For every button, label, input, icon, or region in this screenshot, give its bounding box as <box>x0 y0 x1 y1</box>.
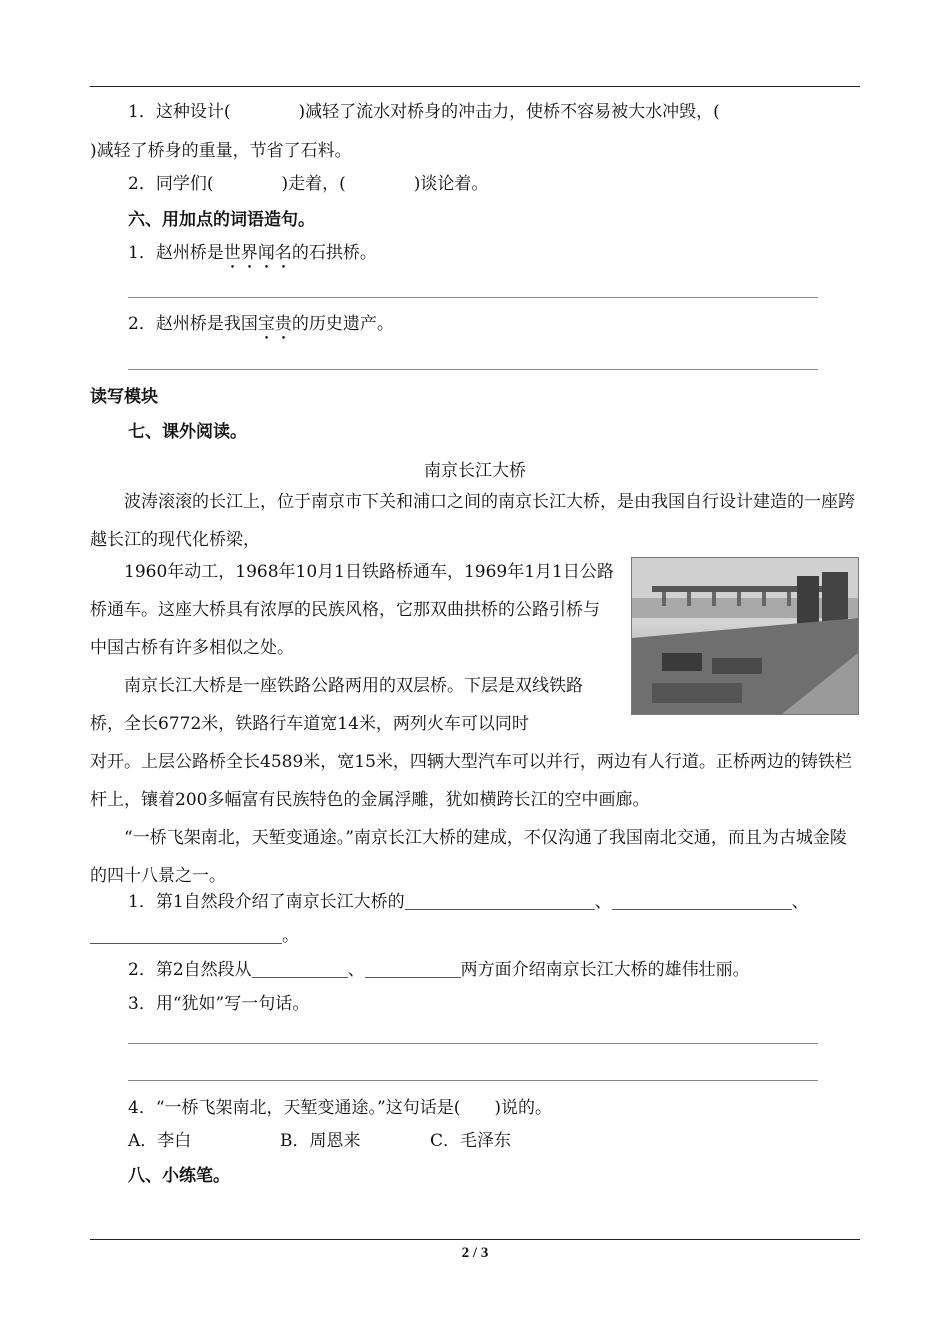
reading-q2-pre: 2．第2自然段从 <box>128 960 252 980</box>
reading-q2 <box>128 958 860 982</box>
reading-q3: 3．用“犹如”写一句话。 <box>128 994 310 1014</box>
sentence2-dotted-word: 宝贵 <box>257 314 292 334</box>
article-paragraph-2: 1960年动工，1968年10月1日铁路桥通车，1969年1月1日公路桥通车。这座大桥具有浓厚的民族风格，它那双曲拱桥的公路引桥与中国古桥有许多相似之处。 <box>90 562 614 658</box>
sentence2-post: 的历史遗产。 <box>291 314 394 334</box>
article-paragraph-4: “一桥飞架南北，天堑变通途。”南京长江大桥的建成，不仅沟通了我国南北交通，而且为古城金陵的四十八景之一。 <box>90 828 847 886</box>
q2-line: 2．同学们( )走着，( )谈论着。 <box>128 174 489 194</box>
reading-q1-blank-2[interactable] <box>612 891 792 910</box>
section7-heading: 七、课外阅读。 <box>128 422 247 442</box>
module-title: 读写模块 <box>90 387 158 407</box>
reading-q1-text: 1．第1自然段介绍了南京长江大桥的 <box>128 892 405 912</box>
bridge-photo <box>631 557 859 715</box>
option-b[interactable]: B．周恩来 <box>280 1131 361 1151</box>
reading-q1-sep: 、 <box>594 892 612 912</box>
footer-rule <box>90 1239 860 1240</box>
reading-q2-sep: 、 <box>347 960 365 980</box>
reading-q1-blank-3[interactable] <box>90 925 282 944</box>
sentence1-dotted-word: 世界闻名 <box>223 243 292 263</box>
answer-line-1[interactable] <box>128 297 818 298</box>
article-paragraph-3b: 对开。上层公路桥全长4589米，宽15米，四辆大型汽车可以并行，两边有人行道。正桥两边的铸铁栏杆上，镶着200多幅富有民族特色的金属浮雕，犹如横跨长江的空中画廊。 <box>90 752 852 810</box>
bridge-photo-drawing <box>632 558 858 714</box>
article-title: 南京长江大桥 <box>424 461 526 481</box>
article-paragraph-3a: 南京长江大桥是一座铁路公路两用的双层桥。下层是双线铁路桥，全长6772米，铁路行车道宽14米，两列火车可以同时 <box>90 676 583 734</box>
reading-q1 <box>128 890 860 914</box>
reading-q2-blank-1[interactable] <box>252 959 348 978</box>
header-rule <box>90 86 860 87</box>
section6-sentence2 <box>128 312 860 344</box>
option-c[interactable]: C．毛泽东 <box>430 1131 512 1151</box>
answer-line-2[interactable] <box>128 369 818 370</box>
reading-q1-sep-2: 、 <box>791 892 809 912</box>
reading-q2-post: 两方面介绍南京长江大桥的雄伟壮丽。 <box>460 960 750 980</box>
reading-q2-blank-2[interactable] <box>365 959 461 978</box>
option-a[interactable]: A．李白 <box>128 1131 192 1151</box>
reading-q4: 4．“一桥飞架南北，天堑变通途。”这句话是( )说的。 <box>128 1098 552 1118</box>
reading-q1-cont <box>90 924 860 948</box>
sentence1-post: 的石拱桥。 <box>291 243 377 263</box>
sentence2-pre: 2．赵州桥是我国 <box>128 314 258 334</box>
reading-q1-blank-1[interactable] <box>405 891 595 910</box>
section8-heading: 八、小练笔。 <box>128 1166 230 1186</box>
sentence1-pre: 1．赵州桥是 <box>128 243 224 263</box>
page-number: 2 / 3 <box>461 1245 489 1261</box>
section6-heading: 六、用加点的词语造句。 <box>128 210 315 230</box>
reading-q1-end: 。 <box>282 926 299 946</box>
article-paragraph-1: 波涛滚滚的长江上，位于南京市下关和浦口之间的南京长江大桥，是由我国自行设计建造的一座跨越长江的现代化桥梁， <box>90 492 855 550</box>
q1-line1: 1．这种设计( )减轻了流水对桥身的冲击力，使桥不容易被大水冲毁，( <box>128 102 720 122</box>
answer-line-3[interactable] <box>128 1043 818 1044</box>
reading-q4-options <box>128 1129 860 1153</box>
section6-sentence1 <box>128 241 860 273</box>
answer-line-4[interactable] <box>128 1080 818 1081</box>
q1-line2: )减轻了桥身的重量，节省了石料。 <box>90 141 352 161</box>
